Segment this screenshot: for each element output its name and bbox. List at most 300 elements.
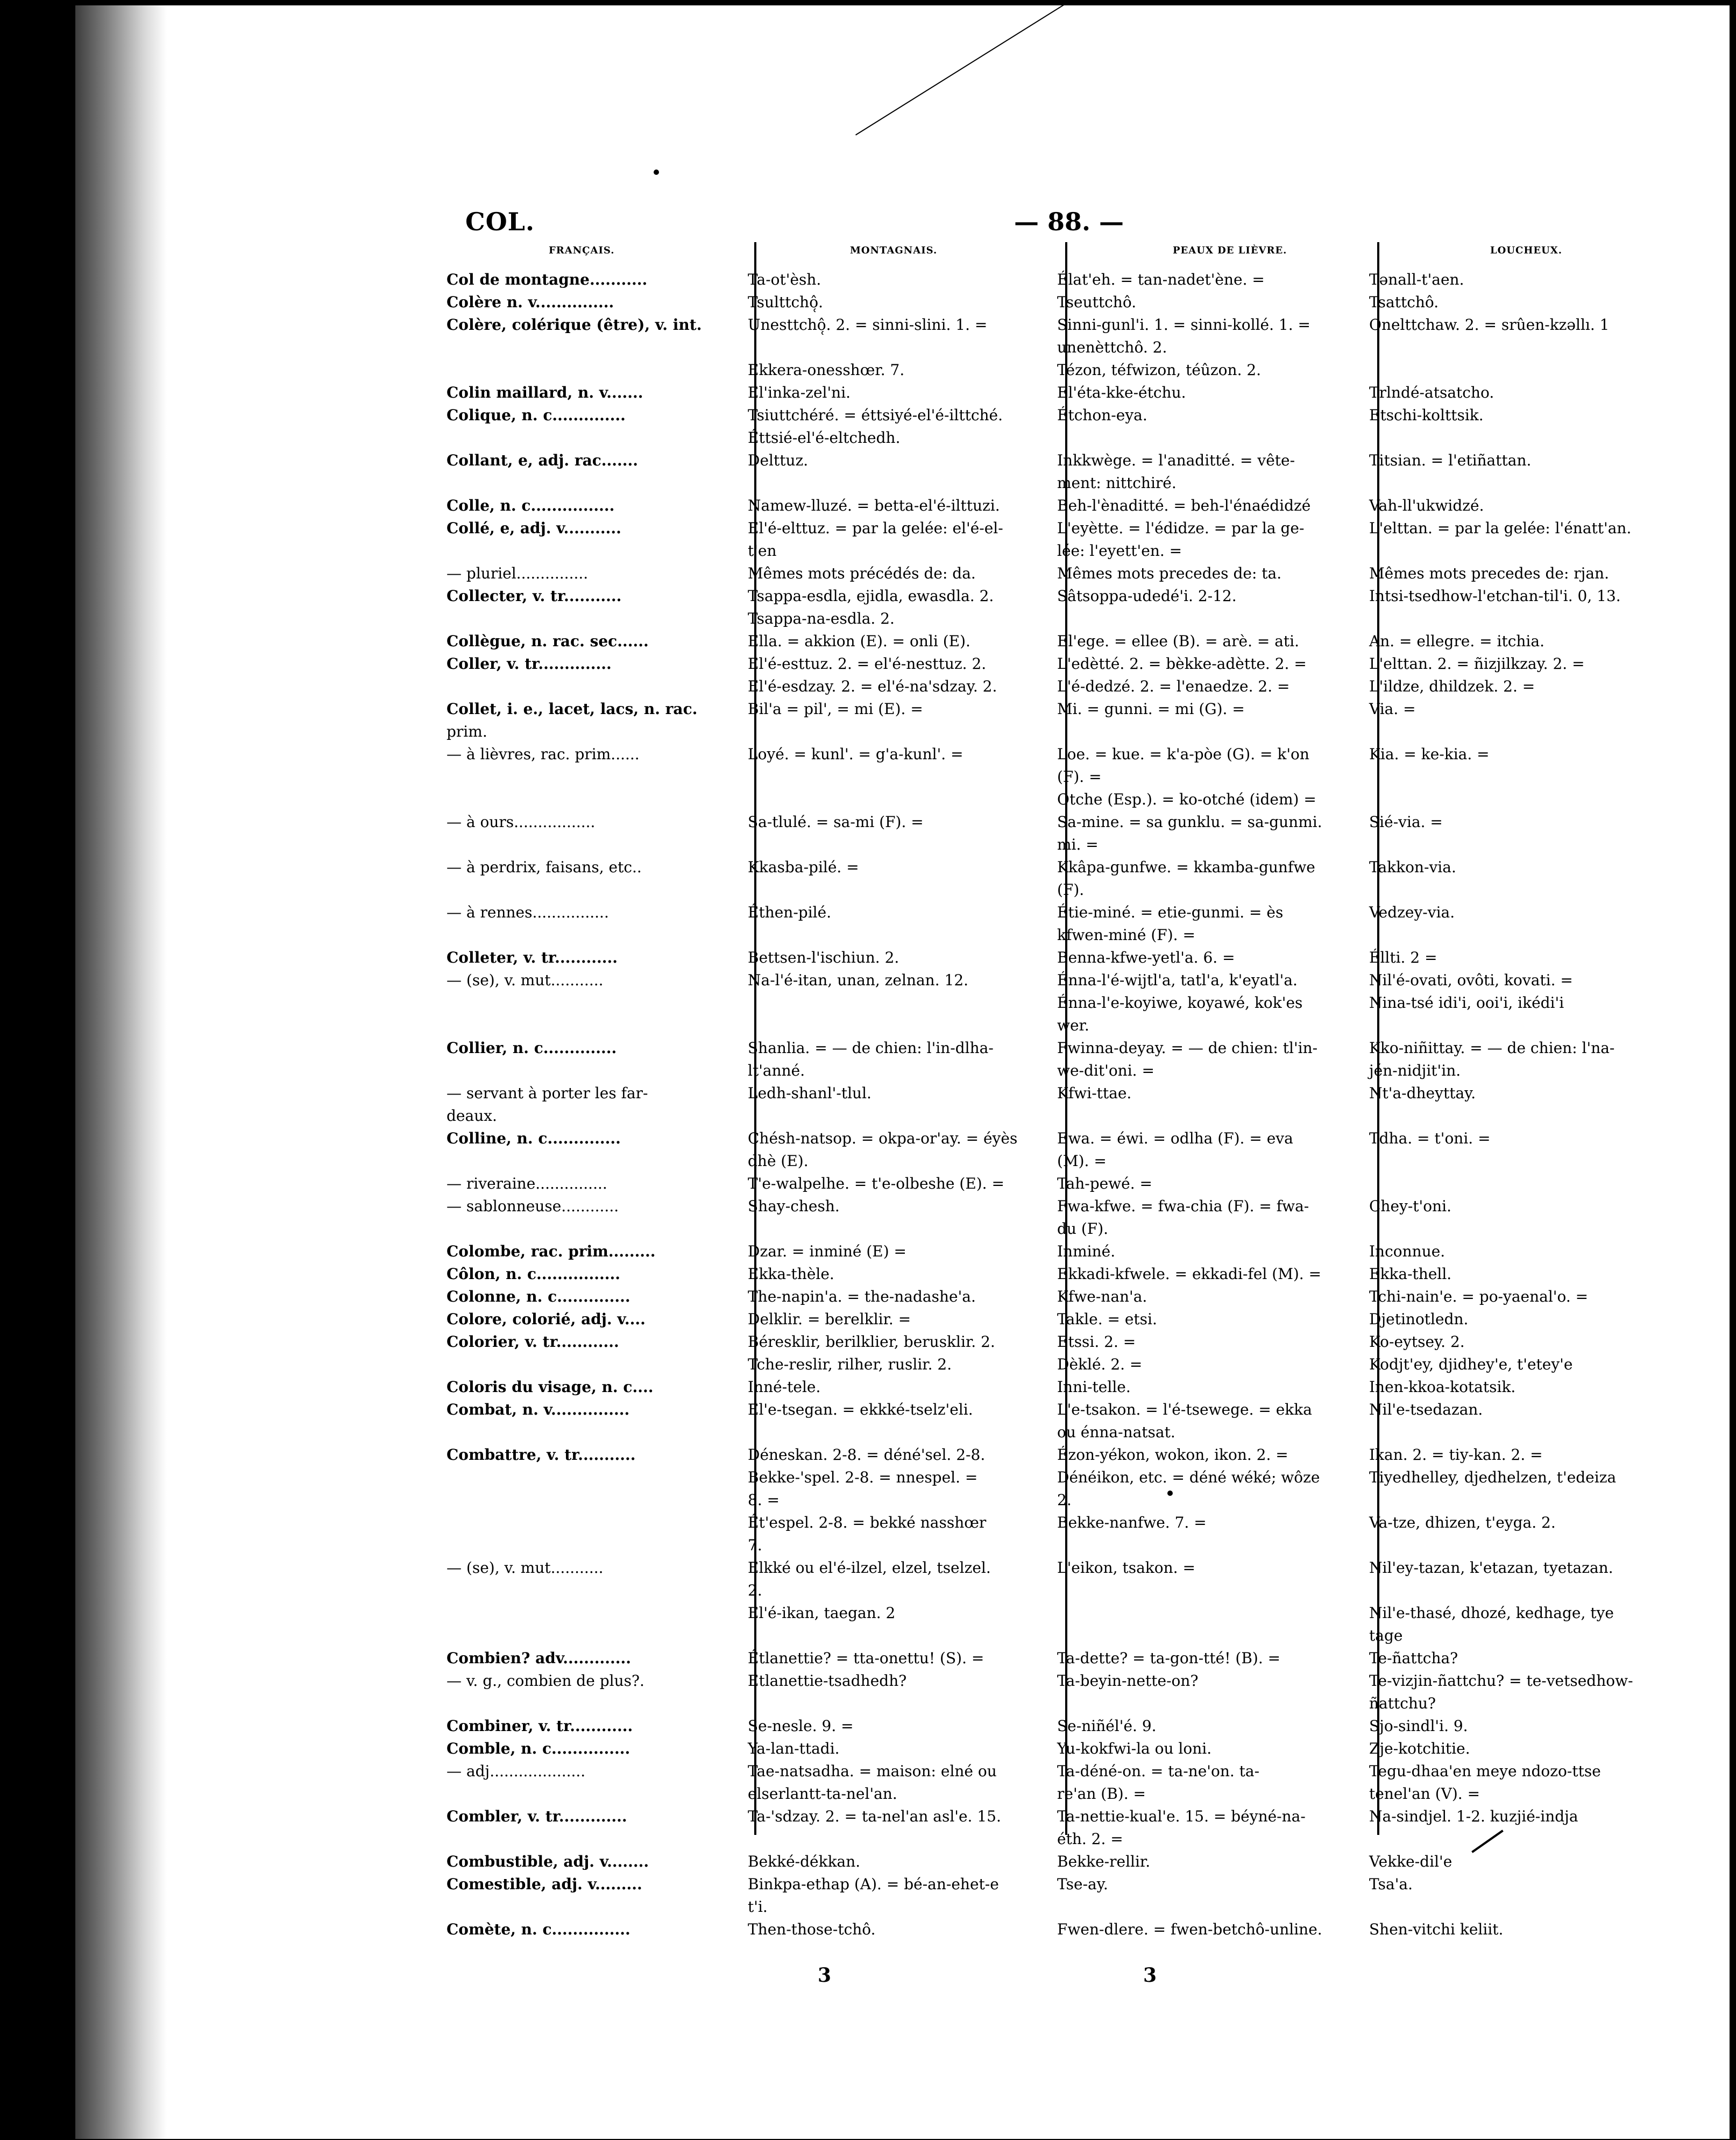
loucheux-translation: Shen-vitchi keliit.	[1369, 1920, 1504, 1938]
table-row	[447, 745, 1727, 764]
montagnais-translation: Delklir. = berelklir. =	[748, 1310, 911, 1328]
loucheux-translation: Vekke-dil'e	[1369, 1853, 1452, 1870]
montagnais-translation: Etlanettie-tsadhedh?	[748, 1672, 907, 1690]
peaux-de-lievre-translation: Mêmes mots precedes de: ta.	[1057, 564, 1282, 582]
peaux-de-lievre-translation: Énna-l'é-wijtl'a, tatl'a, k'eyatl'a.	[1057, 971, 1298, 989]
table-row	[447, 1332, 1727, 1352]
table-row	[447, 858, 1727, 877]
french-term: Combien? adv.............	[447, 1649, 632, 1667]
table-row	[447, 632, 1727, 651]
table-row	[447, 926, 1727, 945]
loucheux-translation: Te-ñattcha?	[1369, 1649, 1458, 1667]
french-term: — pluriel...............	[447, 564, 589, 582]
loucheux-translation: Tdha. = t'oni. =	[1369, 1129, 1491, 1147]
montagnais-translation: Béresklir, berilklier, berusklir. 2.	[748, 1333, 995, 1351]
table-row	[447, 1558, 1727, 1578]
table-row	[447, 1897, 1727, 1917]
scanned-page	[75, 5, 1730, 2139]
montagnais-translation: Bekke-'spel. 2-8. = nnespel. =	[748, 1468, 978, 1486]
peaux-de-lievre-translation: Kfwe-nan'a.	[1057, 1288, 1147, 1305]
montagnais-translation: El'é-elttuz. = par la gelée: el'é-el-	[748, 519, 1003, 537]
table-row	[447, 1423, 1727, 1442]
peaux-de-lievre-translation: ou énna-natsat.	[1057, 1423, 1175, 1441]
montagnais-translation: Chésh-natsop. = okpa-or'ay. = éyès	[748, 1129, 1018, 1147]
peaux-de-lievre-translation: re'an (B). =	[1057, 1785, 1146, 1803]
loucheux-translation: Kia. = ke-kia. =	[1369, 745, 1490, 763]
loucheux-translation: Chey-t'oni.	[1369, 1197, 1452, 1215]
loucheux-translation: Éllti. 2 =	[1369, 949, 1437, 966]
footer-mark-right: 3	[1143, 1964, 1157, 1987]
loucheux-translation: Tiyedhelley, djedhelzen, t'edeiza	[1369, 1468, 1617, 1486]
montagnais-translation: Bil'a = pil', = mi (E). =	[748, 700, 923, 718]
table-row	[447, 1536, 1727, 1555]
peaux-de-lievre-translation: Se-niñél'é. 9.	[1057, 1717, 1157, 1735]
french-term: Collègue, n. rac. sec......	[447, 632, 649, 650]
dictionary-table	[447, 270, 1727, 1943]
table-row	[447, 541, 1727, 561]
montagnais-translation: T'e-walpelhe. = t'e-olbeshe (E). =	[748, 1175, 1004, 1192]
table-row	[447, 383, 1727, 402]
column-header-montagnais: MONTAGNAIS.	[850, 245, 938, 256]
montagnais-translation: Shay-chesh.	[748, 1197, 840, 1215]
montagnais-translation: Then-those-tchô.	[748, 1920, 876, 1938]
table-row	[447, 1378, 1727, 1397]
montagnais-translation: Tsiuttchéré. = éttsiyé-el'é-ilttché.	[748, 406, 1003, 424]
loucheux-translation: Tegu-dhaa'en meye ndozo-ttse	[1369, 1762, 1601, 1780]
montagnais-translation: Kkasba-pilé. =	[748, 858, 859, 876]
table-row	[447, 835, 1727, 854]
table-row	[447, 1694, 1727, 1713]
peaux-de-lievre-translation: ment: nittchiré.	[1057, 474, 1177, 492]
loucheux-translation: L'elttan. = par la gelée: l'énatt'an.	[1369, 519, 1632, 537]
french-term: — à ours.................	[447, 813, 596, 831]
peaux-de-lievre-translation: El'ege. = ellee (B). = arè. = ati.	[1057, 632, 1300, 650]
table-row	[447, 1604, 1727, 1623]
peaux-de-lievre-translation: unenèttchô. 2.	[1057, 338, 1167, 356]
loucheux-translation: Via. =	[1369, 700, 1416, 718]
table-row	[447, 1762, 1727, 1781]
montagnais-translation: Elkké ou el'é-ilzel, elzel, tselzel.	[748, 1559, 991, 1577]
french-term: Comble, n. c...............	[447, 1740, 630, 1757]
loucheux-translation: Ekka-thell.	[1369, 1265, 1452, 1283]
table-row	[447, 1219, 1727, 1239]
loucheux-translation: Nil'e-tsedazan.	[1369, 1401, 1483, 1418]
table-row	[447, 587, 1727, 606]
french-term: — (se), v. mut...........	[447, 1559, 604, 1577]
peaux-de-lievre-translation: Kkâpa-gunfwe. = kkamba-gunfwe	[1057, 858, 1315, 876]
table-row	[447, 270, 1727, 289]
montagnais-translation: Tae-natsadha. = maison: elné ou	[748, 1762, 997, 1780]
montagnais-translation: elserlantt-ta-nel'an.	[748, 1785, 897, 1803]
table-row	[447, 1875, 1727, 1894]
peaux-de-lievre-translation: Kfwi-ttae.	[1057, 1084, 1132, 1102]
montagnais-translation: dhè (E).	[748, 1152, 809, 1170]
french-term: Combiner, v. tr............	[447, 1717, 633, 1735]
french-term: Colombe, rac. prim.........	[447, 1242, 656, 1260]
montagnais-translation: Tsappa-esdla, ejidla, ewasdla. 2.	[748, 587, 994, 605]
french-term: Collant, e, adj. rac.......	[447, 451, 639, 469]
table-row	[447, 1310, 1727, 1329]
table-row	[447, 406, 1727, 425]
french-term: Colonne, n. c..............	[447, 1288, 630, 1305]
peaux-de-lievre-translation: Élat'eh. = tan-nadet'ène. =	[1057, 271, 1265, 288]
loucheux-translation: Nt'a-dheyttay.	[1369, 1084, 1476, 1102]
table-row	[447, 993, 1727, 1013]
peaux-de-lievre-translation: L'é-dedzé. 2. = l'enaedze. 2. =	[1057, 677, 1290, 695]
montagnais-translation: Tsulttchô̜.	[748, 293, 823, 311]
montagnais-translation: Inné-tele.	[748, 1378, 821, 1396]
loucheux-translation: Mêmes mots precedes de: rjan.	[1369, 564, 1609, 582]
montagnais-translation: t'en	[748, 542, 777, 560]
montagnais-translation: The-napin'a. = the-nadashe'a.	[748, 1288, 976, 1305]
loucheux-translation: Tchi-nain'e. = po-yaenal'o. =	[1369, 1288, 1589, 1305]
table-row	[447, 1242, 1727, 1261]
peaux-de-lievre-translation: Benna-kfwe-yetl'a. 6. =	[1057, 949, 1235, 966]
peaux-de-lievre-translation: Énna-l'e-koyiwe, koyawé, kok'es	[1057, 994, 1303, 1012]
french-term: — à lièvres, rac. prim......	[447, 745, 640, 763]
peaux-de-lievre-translation: 2.	[1057, 1491, 1072, 1509]
peaux-de-lievre-translation: (F). =	[1057, 768, 1102, 786]
french-term: Col de montagne...........	[447, 271, 648, 288]
table-row	[447, 1671, 1727, 1691]
table-row	[447, 1287, 1727, 1306]
montagnais-translation: El'é-ikan, taegan. 2	[748, 1604, 896, 1622]
table-row	[447, 1084, 1727, 1103]
peaux-de-lievre-translation: Tah-pewé. =	[1057, 1175, 1152, 1192]
french-term: prim.	[447, 723, 487, 740]
table-row	[447, 293, 1727, 312]
montagnais-translation: Déneskan. 2-8. = déné'sel. 2-8.	[748, 1446, 986, 1464]
peaux-de-lievre-translation: Fwa-kfwe. = fwa-chia (F). = fwa-	[1057, 1197, 1309, 1215]
montagnais-translation: El'é-esttuz. 2. = el'é-nesttuz. 2.	[748, 655, 987, 673]
peaux-de-lievre-translation: Tseuttchô.	[1057, 293, 1137, 311]
table-row	[447, 1355, 1727, 1374]
table-row	[447, 1039, 1727, 1058]
table-row	[447, 1265, 1727, 1284]
montagnais-translation: Binkpa-ethap (A). = bé-an-ehet-e	[748, 1875, 999, 1893]
scan-edge-shadow	[75, 5, 167, 2139]
table-row	[447, 361, 1727, 380]
page-number: — 88. —	[1014, 207, 1124, 236]
loucheux-translation: tenel'an (V). =	[1369, 1785, 1480, 1803]
column-header-loucheux: LOUCHEUX.	[1490, 245, 1563, 256]
table-row	[447, 971, 1727, 990]
peaux-de-lievre-translation: Ézon-yékon, wokon, ikon. 2. =	[1057, 1446, 1288, 1464]
peaux-de-lievre-translation: Dénéikon, etc. = déné wéké; wôze	[1057, 1468, 1320, 1486]
loucheux-translation: Vedzey-via.	[1369, 903, 1455, 921]
table-row	[447, 338, 1727, 357]
table-row	[447, 1061, 1727, 1080]
table-row	[447, 1016, 1727, 1035]
french-term: Côlon, n. c................	[447, 1265, 620, 1283]
montagnais-translation: Ledh-shanl'-tlul.	[748, 1084, 871, 1102]
peaux-de-lievre-translation: Fwen-dlere. = fwen-betchô-unline.	[1057, 1920, 1322, 1938]
french-term: Colique, n. c..............	[447, 406, 626, 424]
french-term: Colore, colorié, adj. v....	[447, 1310, 646, 1328]
loucheux-translation: Nina-tsé idi'i, ooi'i, ikédi'i	[1369, 994, 1564, 1012]
table-row	[447, 1717, 1727, 1736]
loucheux-translation: Tsa'a.	[1369, 1875, 1413, 1893]
table-row	[447, 1581, 1727, 1600]
french-term: — (se), v. mut...........	[447, 971, 604, 989]
french-term: Colline, n. c..............	[447, 1129, 621, 1147]
montagnais-translation: Ta-ot'èsh.	[748, 271, 821, 288]
peaux-de-lievre-translation: Takle. = etsi.	[1057, 1310, 1157, 1328]
peaux-de-lievre-translation: éth. 2. =	[1057, 1830, 1123, 1848]
montagnais-translation: Unesttchô̜. 2. = sinni-slini. 1. =	[748, 316, 988, 334]
table-row	[447, 1830, 1727, 1849]
montagnais-translation: Bettsen-l'ischiun. 2.	[748, 949, 899, 966]
montagnais-translation: Ekka-thèle.	[748, 1265, 834, 1283]
loucheux-translation: Va-tze, dhizen, t'eyga. 2.	[1369, 1514, 1556, 1531]
table-row	[447, 1400, 1727, 1419]
peaux-de-lievre-translation: L'eyètte. = l'édidze. = par la ge-	[1057, 519, 1305, 537]
montagnais-translation: El'e-tsegan. = ekkké-tselz'eli.	[748, 1401, 973, 1418]
loucheux-translation: Etschi-kolttsik.	[1369, 406, 1484, 424]
peaux-de-lievre-translation: (M). =	[1057, 1152, 1107, 1170]
table-row	[447, 1129, 1727, 1148]
peaux-de-lievre-translation: wer.	[1057, 1016, 1089, 1034]
montagnais-translation: Na-l'é-itan, unan, zelnan. 12.	[748, 971, 969, 989]
footer-mark-left: 3	[818, 1964, 832, 1987]
table-row	[447, 315, 1727, 335]
peaux-de-lievre-translation: Tse-ay.	[1057, 1875, 1108, 1893]
montagnais-translation: Dzar. = inminé (E) =	[748, 1242, 907, 1260]
french-term: Comète, n. c...............	[447, 1920, 630, 1938]
section-title: COL.	[465, 207, 535, 236]
french-term: Colin maillard, n. v.......	[447, 384, 643, 401]
table-row	[447, 1807, 1727, 1826]
loucheux-translation: Te-vizjin-ñattchu? = te-vetsedhow-	[1369, 1672, 1633, 1690]
peaux-de-lievre-translation: Yu-kokfwi-la ou loni.	[1057, 1740, 1212, 1757]
table-row	[447, 700, 1727, 719]
french-term: Colère, colérique (être), v. int.	[447, 316, 702, 334]
loucheux-translation: Ikan. 2. = tiy-kan. 2. =	[1369, 1446, 1543, 1464]
table-row	[447, 1152, 1727, 1171]
french-term: — servant à porter les far-	[447, 1084, 648, 1102]
loucheux-translation: L'ildze, dhildzek. 2. =	[1369, 677, 1535, 695]
loucheux-translation: Takkon-via.	[1369, 858, 1456, 876]
montagnais-translation: Éthen-pilé.	[748, 903, 832, 921]
table-row	[447, 1739, 1727, 1758]
peaux-de-lievre-translation: we-dit'oni. =	[1057, 1062, 1154, 1079]
french-term: — adj....................	[447, 1762, 586, 1780]
peaux-de-lievre-translation: Étchon-eya.	[1057, 406, 1147, 424]
montagnais-translation: 2.	[748, 1581, 762, 1599]
loucheux-translation: Nil'e-thasé, dhozé, kedhage, tye	[1369, 1604, 1614, 1622]
montagnais-translation: Ekkera-onesshœr. 7.	[748, 361, 905, 379]
montagnais-translation: Ya-lan-ttadi.	[748, 1740, 840, 1757]
loucheux-translation: An. = ellegre. = itchia.	[1369, 632, 1544, 650]
table-row	[447, 1852, 1727, 1871]
table-row	[447, 1784, 1727, 1804]
table-row	[447, 767, 1727, 787]
loucheux-translation: Inconnue.	[1369, 1242, 1446, 1260]
french-term: Colère n. v...............	[447, 293, 614, 311]
french-term: Coloris du visage, n. c....	[447, 1378, 654, 1396]
peaux-de-lievre-translation: Mi. = gunni. = mi (G). =	[1057, 700, 1245, 718]
loucheux-translation: Onelttchaw. 2. = srûen-kzəllı. 1	[1369, 316, 1610, 334]
peaux-de-lievre-translation: Sinni-gunl'i. 1. = sinni-kollé. 1. =	[1057, 316, 1310, 334]
peaux-de-lievre-translation: Sa-mine. = sa gunklu. = sa-gunmi.	[1057, 813, 1322, 831]
table-row	[447, 451, 1727, 470]
montagnais-translation: 8. =	[748, 1491, 780, 1509]
table-row	[447, 1106, 1727, 1126]
table-row	[447, 948, 1727, 967]
montagnais-translation: Tsappa-na-esdla. 2.	[748, 610, 895, 627]
table-row	[447, 609, 1727, 628]
french-term: Collé, e, adj. v...........	[447, 519, 621, 537]
peaux-de-lievre-translation: Ta-dette? = ta-gon-tté! (B). =	[1057, 1649, 1281, 1667]
montagnais-translation: Mêmes mots précédés de: da.	[748, 564, 976, 582]
peaux-de-lievre-translation: (F).	[1057, 881, 1085, 899]
french-term: Collecter, v. tr...........	[447, 587, 622, 605]
montagnais-translation: El'inka-zel'ni.	[748, 384, 851, 401]
table-row	[447, 1649, 1727, 1668]
peaux-de-lievre-translation: Tézon, téfwizon, téûzon. 2.	[1057, 361, 1262, 379]
french-term: Colle, n. c................	[447, 497, 615, 514]
montagnais-translation: Bekké-dékkan.	[748, 1853, 861, 1870]
peaux-de-lievre-translation: Ewa. = éwi. = odlha (F). = eva	[1057, 1129, 1293, 1147]
table-row	[447, 1445, 1727, 1465]
loucheux-translation: Sié-via. =	[1369, 813, 1443, 831]
loucheux-translation: Vah-ll'ukwidzé.	[1369, 497, 1484, 514]
peaux-de-lievre-translation: L'edètté. 2. = bèkke-adètte. 2. =	[1057, 655, 1307, 673]
loucheux-translation: Nil'ey-tazan, k'etazan, tyetazan.	[1369, 1559, 1613, 1577]
french-term: Coller, v. tr..............	[447, 655, 612, 673]
montagnais-translation: Ét'espel. 2-8. = bekké nasshœr	[748, 1514, 987, 1531]
montagnais-translation: Delttuz.	[748, 451, 809, 469]
table-row	[447, 1491, 1727, 1510]
peaux-de-lievre-translation: du (F).	[1057, 1220, 1109, 1238]
loucheux-translation: tage	[1369, 1627, 1403, 1644]
table-row	[447, 1920, 1727, 1939]
peaux-de-lievre-translation: Inkkwège. = l'anaditté. = vête-	[1057, 451, 1295, 469]
peaux-de-lievre-translation: mi. =	[1057, 836, 1099, 853]
montagnais-translation: Ta-'sdzay. 2. = ta-nel'an asl'e. 15.	[748, 1807, 1001, 1825]
montagnais-translation: lt'anné.	[748, 1062, 805, 1079]
loucheux-translation: Sjo-sindl'i. 9.	[1369, 1717, 1468, 1735]
french-term: deaux.	[447, 1107, 497, 1125]
column-header-francais: FRANÇAIS.	[549, 245, 615, 256]
loucheux-translation: L'elttan. 2. = ñizjilkzay. 2. =	[1369, 655, 1585, 673]
peaux-de-lievre-translation: Ekkadi-kfwele. = ekkadi-fel (M). =	[1057, 1265, 1322, 1283]
montagnais-translation: Tche-reslir, rilher, ruslir. 2.	[748, 1355, 952, 1373]
loucheux-translation: Nil'é-ovati, ovôti, kovati. =	[1369, 971, 1573, 989]
peaux-de-lievre-translation: Fwinna-deyay. = — de chien: tl'in-	[1057, 1039, 1318, 1057]
table-row	[447, 903, 1727, 922]
loucheux-translation: Kodjt'ey, djidhey'e, t'etey'e	[1369, 1355, 1573, 1373]
scan-speck	[654, 169, 659, 175]
montagnais-translation: Éttsié-el'é-eltchedh.	[748, 429, 901, 447]
french-term: — à perdrix, faisans, etc..	[447, 858, 642, 876]
table-row	[447, 1197, 1727, 1216]
peaux-de-lievre-translation: Inni-telle.	[1057, 1378, 1131, 1396]
peaux-de-lievre-translation: L'eikon, tsakon. =	[1057, 1559, 1195, 1577]
table-row	[447, 428, 1727, 448]
montagnais-translation: Se-nesle. 9. =	[748, 1717, 854, 1735]
peaux-de-lievre-translation: Ta-déné-on. = ta-ne'on. ta-	[1057, 1762, 1260, 1780]
table-row	[447, 474, 1727, 493]
peaux-de-lievre-translation: Ta-beyin-nette-on?	[1057, 1672, 1199, 1690]
peaux-de-lievre-translation: Bekke-rellir.	[1057, 1853, 1151, 1870]
loucheux-translation: Tənall-t'aen.	[1369, 271, 1464, 288]
french-term: Colorier, v. tr............	[447, 1333, 619, 1351]
french-term: Combat, n. v...............	[447, 1401, 630, 1418]
peaux-de-lievre-translation: Ta-nettie-kual'e. 15. = béyné-na-	[1057, 1807, 1306, 1825]
montagnais-translation: Loyé. = kunl'. = g'a-kunl'. =	[748, 745, 963, 763]
montagnais-translation: t'i.	[748, 1898, 768, 1916]
peaux-de-lievre-translation: Étie-miné. = etie-gunmi. = ès	[1057, 903, 1284, 921]
french-term: Comestible, adj. v.........	[447, 1875, 642, 1893]
table-row	[447, 564, 1727, 583]
loucheux-translation: Tsattchô.	[1369, 293, 1439, 311]
table-row	[447, 519, 1727, 538]
peaux-de-lievre-translation: Inminé.	[1057, 1242, 1116, 1260]
montagnais-translation: Ella. = akkion (E). = onli (E).	[748, 632, 970, 650]
peaux-de-lievre-translation: Sâtsoppa-udedé'i. 2-12.	[1057, 587, 1237, 605]
french-term: — sablonneuse............	[447, 1197, 619, 1215]
table-row	[447, 790, 1727, 809]
french-term: Collet, i. e., lacet, lacs, n. rac.	[447, 700, 698, 718]
french-term: Colleter, v. tr............	[447, 949, 618, 966]
french-term: — v. g., combien de plus?.	[447, 1672, 644, 1690]
montagnais-translation: Sa-tlulé. = sa-mi (F). =	[748, 813, 924, 831]
table-row	[447, 1468, 1727, 1487]
table-row	[447, 813, 1727, 832]
column-header-peaux: PEAUX DE LIÈVRE.	[1173, 245, 1287, 256]
peaux-de-lievre-translation: Otche (Esp.). = ko-otché (idem) =	[1057, 790, 1316, 808]
french-term: — riveraine...............	[447, 1175, 607, 1192]
montagnais-translation: El'é-esdzay. 2. = el'é-na'sdzay. 2.	[748, 677, 997, 695]
loucheux-translation: Intsi-tsedhow-l'etchan-til'i. 0, 13.	[1369, 587, 1621, 605]
loucheux-translation: jén-nidjit'in.	[1369, 1062, 1461, 1079]
french-term: Combattre, v. tr...........	[447, 1446, 636, 1464]
montagnais-translation: Étlanettie? = tta-onettu! (S). =	[748, 1649, 984, 1667]
french-term: Combustible, adj. v........	[447, 1853, 649, 1870]
french-term: Combler, v. tr.............	[447, 1807, 627, 1825]
loucheux-translation: ñattchu?	[1369, 1694, 1436, 1712]
peaux-de-lievre-translation: Etssi. 2. =	[1057, 1333, 1136, 1351]
french-term: Collier, n. c..............	[447, 1039, 617, 1057]
table-row	[447, 654, 1727, 674]
loucheux-translation: Na-sindjel. 1-2. kuzjié-indja	[1369, 1807, 1578, 1825]
scan-speck	[1167, 1491, 1173, 1496]
peaux-de-lievre-translation: Beh-l'ènaditté. = beh-l'énaédidzé	[1057, 497, 1311, 514]
scan-stray-line	[855, 5, 1130, 136]
page-header	[75, 207, 1730, 250]
peaux-de-lievre-translation: L'e-tsakon. = l'é-tsewege. = ekka	[1057, 1401, 1312, 1418]
table-row	[447, 1626, 1727, 1645]
loucheux-translation: Inen-kkoa-kotatsik.	[1369, 1378, 1516, 1396]
table-row	[447, 496, 1727, 515]
table-row	[447, 677, 1727, 696]
loucheux-translation: Trlndé-atsatcho.	[1369, 384, 1494, 401]
table-row	[447, 880, 1727, 900]
peaux-de-lievre-translation: kfwen-miné (F). =	[1057, 926, 1195, 944]
peaux-de-lievre-translation: Dèklé. 2. =	[1057, 1355, 1143, 1373]
french-term: — à rennes................	[447, 903, 609, 921]
montagnais-translation: Shanlia. = — de chien: l'in-dlha-	[748, 1039, 994, 1057]
peaux-de-lievre-translation: Bekke-nanfwe. 7. =	[1057, 1514, 1207, 1531]
peaux-de-lievre-translation: El'éta-kke-étchu.	[1057, 384, 1186, 401]
table-row	[447, 1174, 1727, 1193]
loucheux-translation: Ko-eytsey. 2.	[1369, 1333, 1465, 1351]
loucheux-translation: Titsian. = l'etiñattan.	[1369, 451, 1532, 469]
montagnais-translation: 7.	[748, 1536, 762, 1554]
montagnais-translation: Namew-lluzé. = betta-el'é-ilttuzi.	[748, 497, 1000, 514]
peaux-de-lievre-translation: Loe. = kue. = k'a-pòe (G). = k'on	[1057, 745, 1309, 763]
